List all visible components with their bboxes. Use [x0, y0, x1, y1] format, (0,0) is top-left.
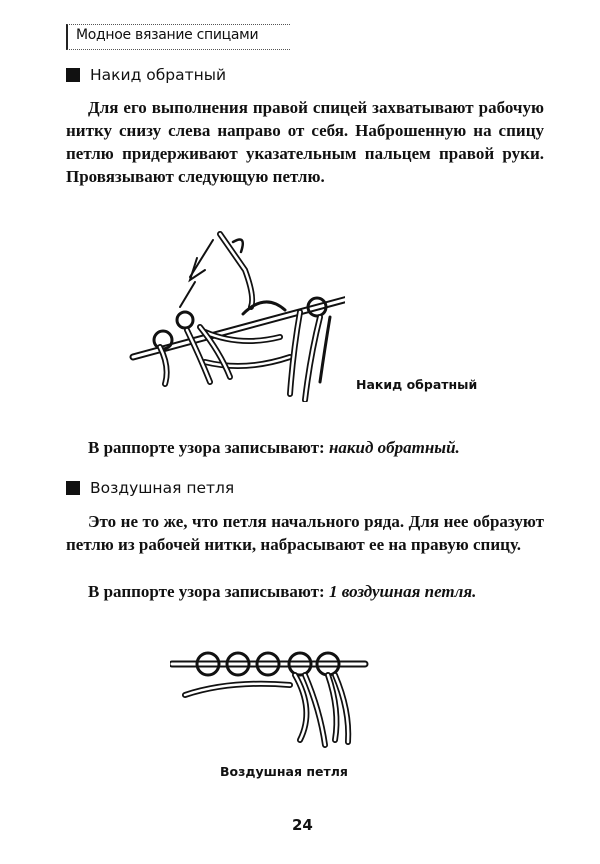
bullet-square-icon [66, 481, 80, 495]
bullet-square-icon [66, 68, 80, 82]
running-head [66, 24, 290, 50]
page-number: 24 [292, 816, 313, 834]
running-head-text: Модное вязание спицами [76, 27, 259, 43]
section-paragraph: Для его выполнения правой спицей захватывают рабочую нитку снизу слева направо от себя. Наброшенную на спицу петлю придерживают указательным пальцем правой руки. Провязывают следующую петлю. [66, 98, 544, 186]
rapport-line [66, 580, 544, 603]
section-title-text: Накид обратный [90, 66, 227, 84]
figure-caption: Накид обратный [356, 377, 478, 392]
section-title-text: Воздушная петля [90, 479, 235, 497]
chain-stitch-illustration [170, 640, 370, 750]
rapport-prefix: В раппорте узора записывают: [88, 438, 329, 457]
yarn-over-reverse-illustration [125, 222, 345, 402]
rapport-term: 1 воздушная петля. [328, 582, 477, 601]
figure-caption: Воздушная петля [220, 764, 348, 779]
rapport-prefix: В раппорте узора записывают: [88, 582, 329, 601]
section-title-chain-stitch [66, 479, 234, 497]
section-paragraph: Это не то же, что петля начального ряда. Для нее образуют петлю из рабочей нитки, набрасывают ее на правую спицу. [66, 512, 544, 554]
rapport-term: накид обратный. [328, 438, 460, 457]
rapport-line [66, 436, 544, 459]
section-title-yarn-over-reverse [66, 66, 226, 84]
